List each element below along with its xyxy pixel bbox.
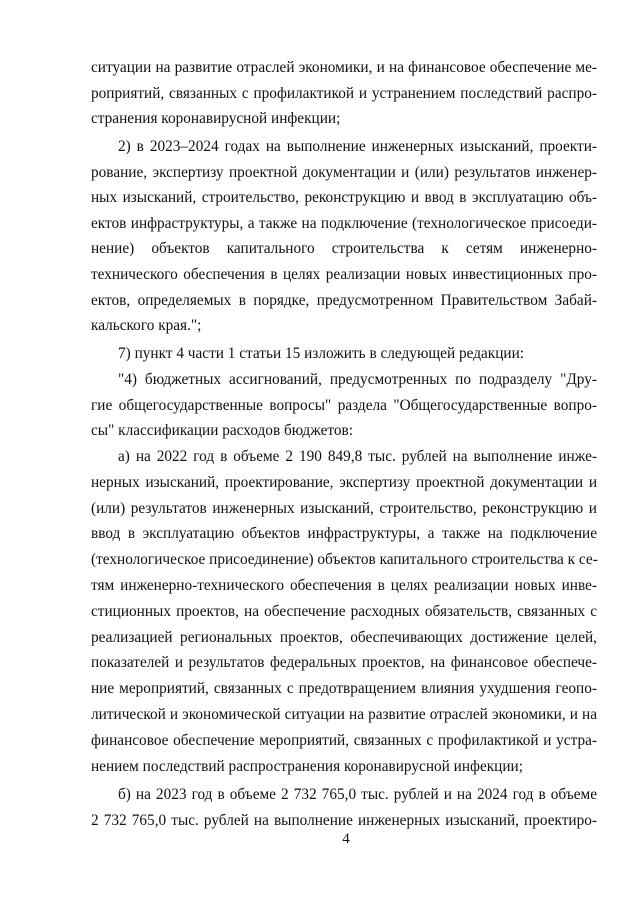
text-line: технического обеспечения в целях реализации новых инвестиционных про- — [91, 266, 597, 283]
text-line: 2 732 765,0 тыс. рублей на выполнение инженерных изысканий, проектиро- — [91, 812, 597, 829]
text-line: ние мероприятий, связанных с предотвращением влияния ухудшения геопо- — [91, 680, 597, 697]
text-line: б) на 2023 год в объеме 2 732 765,0 тыс. рублей и на 2024 год в объеме — [118, 786, 597, 803]
text-line: (технологическое присоединение) объектов капитального строительства к се- — [91, 551, 598, 568]
text-line: ектов, определяемых в порядке, предусмотренном Правительством Забай- — [91, 292, 597, 309]
text-line: а) на 2022 год в объеме 2 190 849,8 тыс. рублей на выполнение инже- — [118, 448, 597, 465]
text-line: литической и экономической ситуации на развитие отраслей экономики, и на — [91, 706, 597, 723]
text-line: (или) результатов инженерных изысканий, строительство, реконструкцию и — [91, 500, 597, 517]
text-line: ситуации на развитие отраслей экономики, и на финансовое обеспечение ме- — [91, 59, 597, 76]
text-line: стиционных проектов, на обеспечение расходных обязательств, связанных с — [91, 603, 597, 620]
text-line: 7) пункт 4 части 1 статьи 15 изложить в следующей редакции: — [118, 345, 525, 362]
page-number: 4 — [342, 831, 350, 847]
text-line: странения коронавирусной инфекции; — [91, 110, 341, 127]
text-line: ных изысканий, строительство, реконструкцию и ввод в эксплуатацию объ- — [91, 189, 597, 206]
text-line: роприятий, связанных с профилактикой и устранением последствий распро- — [91, 85, 597, 102]
text-line: нение) объектов капитального строительства к сетям инженерно- — [91, 240, 597, 257]
text-line: финансовое обеспечение мероприятий, связанных с профилактикой и устра- — [91, 732, 597, 749]
text-line: реализацией региональных проектов, обеспечивающих достижение целей, — [91, 629, 597, 646]
text-line: нением последствий распространения коронавирусной инфекции; — [91, 758, 523, 775]
text-line: рование, экспертизу проектной документации и (или) результатов инженер- — [91, 164, 597, 181]
text-line: 2) в 2023–2024 годах на выполнение инженерных изысканий, проекти- — [118, 138, 597, 155]
text-line: показателей и результатов федеральных проектов, на финансовое обеспече- — [91, 654, 597, 671]
text-line: ектов инфраструктуры, а также на подключение (технологическое присоеди- — [91, 215, 597, 232]
text-line: гие общегосударственные вопросы" раздела "Общегосударственные вопро- — [91, 397, 597, 414]
text-line: сы" классификации расходов бюджетов: — [91, 422, 353, 439]
text-line: тям инженерно-технического обеспечения в целях реализации новых инве- — [91, 577, 597, 594]
text-line: нерных изысканий, проектирование, экспертизу проектной документации и — [91, 474, 597, 491]
text-line: ввод в эксплуатацию объектов инфраструктуры, а также на подключение — [91, 525, 597, 542]
text-line: кальского края."; — [91, 317, 202, 334]
text-line: "4) бюджетных ассигнований, предусмотренных по подразделу "Дру- — [118, 371, 597, 388]
